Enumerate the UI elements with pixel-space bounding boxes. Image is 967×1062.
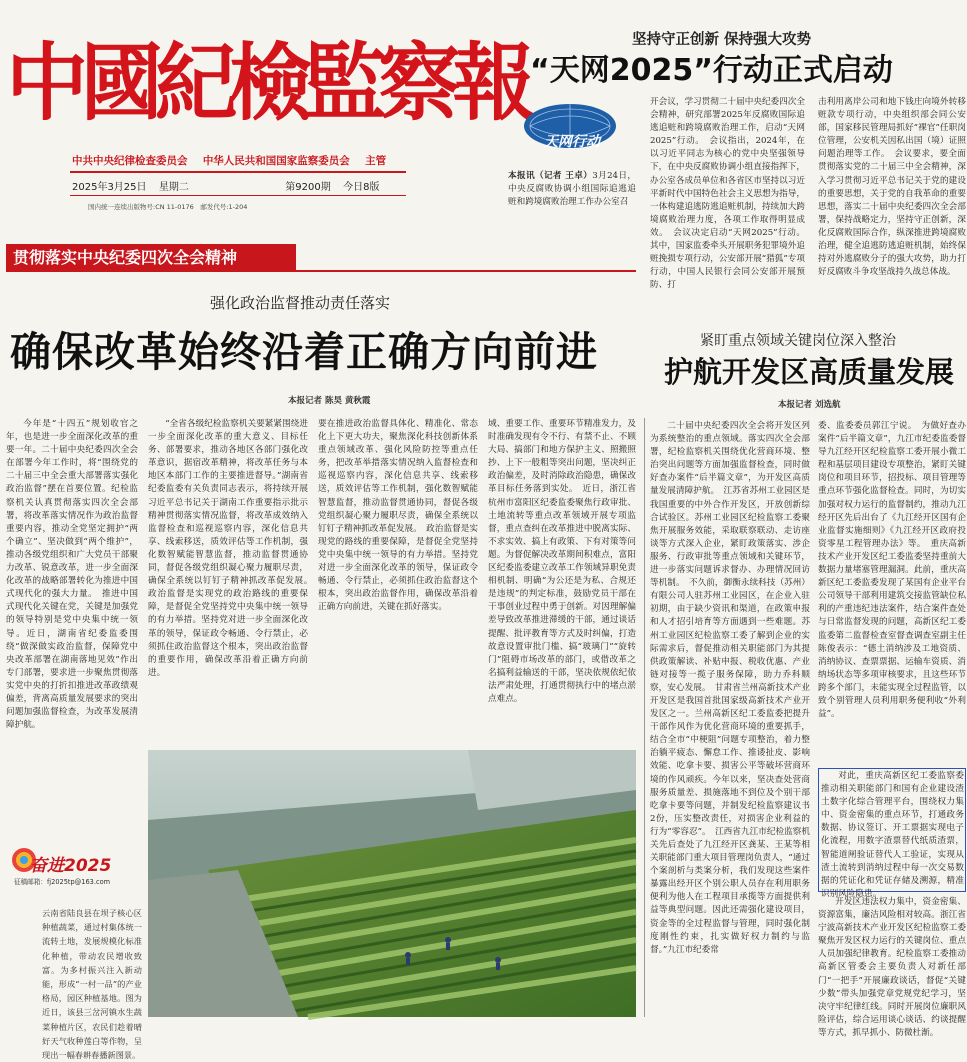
fenjin-email: 征稿邮箱：fj2025tp@163.com: [14, 878, 111, 886]
right-boxed-text: 对此，重庆高新区纪工委监察委推动相关职能部门和国有企业建设渣土数字化综合管理平台，围绕权力集中、资金密集的重点环节，打通政务数据、协议签订、开工票据实现电子化流程，用数字渣票替代纸质渣票，智能道闸验证替代人工验证，实现从渣土流转到消纳过程中每一次交易数据的凭证化和凭证存储及溯源，精准识别风险隐患。: [821, 771, 964, 899]
main-col-4: [488, 418, 636, 748]
top-story-col2: [650, 96, 805, 300]
right-col-2: [818, 420, 966, 766]
issue-number: 第9200期: [285, 182, 331, 193]
fenjin-title: 奋进2025: [30, 856, 112, 876]
right-col-1-text: 二十届中央纪委四次全会将开发区列为系统整治的重点领域。落实四次全会部署，纪检监察机关围绕优化营商环境、整治突出问题等方面加强监督检查，同时做好查办案件“后半篇文章”，为开发区高质量发展清障护航。 江苏省苏州工业园区是我国重要的中外合作开发区，开放创新综合试验区。苏州工业园区纪检监察工委聚焦开展服务效能，采取联察联动、走访座谈等方式深入企业，紧盯政策落实、涉企服务、行政审批等重点领域和关键环节，进一步落实问题诉求督办、办理情况回访等机制。 不久前，御衡永续科技（苏州）有限公司人驻苏州工业园区，在企业入驻初期，由于缺少资讯和渠道，在政策申报和人才招引培育等方面遇到一些难题。苏州工业园区纪检监察工委了解到企业的实际需求后，督促推动相关职能部门为其提供政策解读、补贴申报、税收优惠、产业链对接等一揽子服务保障，助力乔科顺察，安心发展。 甘肃省兰州高新技术产业开发区是我国首批国家级高新技术产业开发区之一。兰州高新区纪工委监委把提升干部作风作为优化营商环境的重要抓手，结合全市“中梗阻”问题专项整治，着力整治躺平疲态、懈怠工作、推诿扯皮、影响效能、吃拿卡要、损害公平等破坏营商环境的作风顽疾。今年以来，坚决查处营商服务质量差、损施落地不到位及个别干部吃拿卡要等问题，并制发纪检监察建议书2份，压实整改责任，对损害企业利益的行为“零容忍”。 江西省九江市纪检监察机关先后查处了九江经开区龚某、王某等相关职能部门重大项目管理岗负责人，“通过个案剖析与类案分析，我们发现这些案件暴露出经开区个别公职人员存在利用职务便利为他人在工程项目承揽等方面提供利益等典型问题。因此还需强化建设项目，资金等的全过程监督与管理，同时强化制度刚性约束，扎实做好权力制约与监督。”九江市纪委常: [650, 421, 810, 955]
right-kicker: 紧盯重点领域关键岗位深入整治: [700, 333, 896, 349]
masthead-rule: [70, 171, 406, 173]
masthead-logo: 中國紀檢監察報: [6, 33, 528, 132]
right-headline: 护航开发区高质量发展: [664, 355, 955, 389]
right-byline: 本报记者 刘选航: [778, 400, 841, 410]
main-col-1: [6, 418, 138, 748]
right-col-2b: [818, 896, 966, 1038]
top-story-lead-text: 3月24日，中央反腐败协调小组国际追逃追赃和跨境腐败治理工作办公室召: [508, 171, 636, 208]
masthead-sponsors: [72, 153, 386, 168]
sponsor-2: 中华人民共和国国家监察委员会: [202, 155, 350, 167]
tianwang-logo-text: 天网行动: [544, 134, 600, 150]
right-col-1: [650, 420, 810, 1017]
top-story-col3-text: 击利用离岸公司和地下钱庄向境外转移赃款专项行动，中央组织部会同公安部，国家移民管理局抓好“裸官”任职岗位管理，公安机关因私出国（境）证照问题治理等工作。 会议要求，要全面贯彻落实党的二十届三中全会精神，深入学习贯彻习近平总书记关于党的建设的重要思想，关于党的自我革命的重要思想，落实二十届中央纪委四次全会部署，保持战略定力，坚持守正创新，深化反腐败国际合作，纵深推进跨境腐败治理，健全追逃防逃追赃机制，始终保持对外逃腐败分子的强大攻势，助力打好反腐败斗争攻坚战持久战总体战。: [818, 97, 966, 278]
main-col-2-text: “全省各级纪检监察机关要紧紧围绕进一步全面深化改革的重大意义、目标任务、部署要求，推动各地区各部门强化改革意识，据宿改革精神，将改革任务与本地区本部门工作的主要推进督导。”湖南省纪委监委有关负责同志表示，将持续开展习近平总书记关于湖南工作重要指示批示精神贯彻落实情况监督，将改革成效纳入监督检查和巡视巡察内容，深化信息共享、线索移送，质效评估等工作机制，强化数智赋能智慧监督，推动监督贯通协同，督促各级党组织凝心聚力履职尽责，确保全系统以钉钉子精神抓改革促发展。 政治监督是实现党的政治路线的重要保障，是督促全党坚持党中央集中统一领导的有力举措。坚持党对进一步全面深化改革的领导，保证政令畅通、令行禁止，必须抓住政治监督这个根本，突出政治监督的重要作用，确保改革沿着正确方向前进。: [148, 419, 317, 678]
main-byline: 本报记者 陈昊 黄秋霞: [288, 396, 371, 406]
top-headline: “天网2025”行动正式启动: [530, 53, 893, 88]
main-subhead: 强化政治监督推动责任落实: [210, 294, 391, 312]
top-story-col2-text: 开会议，学习贯彻二十届中央纪委四次全会精神，研究部署2025年反腐败国际追逃追赃和跨境腐败治理工作，启动“天网2025”行动。 会议指出，2024年，在以习近平同志为核心的党中央坚强领导下，在中央反腐败协调小组直接指挥下，办公室各成员单位和各省区市坚持以习近平新时代中国特色社会主义思想为指导，一体构建追逃防逃追赃机制，持续加大跨境腐败治理力度，各项工作取得明显成效。 会议决定启动“天网2025”行动。其中，国家监委牵头开展职务犯罪境外追赃挽损专项行动，公安部开展“猎狐”专项行动，中国人民银行会同公安部开展预防、打: [650, 97, 805, 291]
issue-weekday: 星期二: [158, 182, 189, 193]
masthead-rule-2: [70, 195, 406, 196]
right-col-2b-text: 开发区违法权力集中，资金密集、资源富集，廉洁风险相对较高。浙江省宁波高新技术产业开发区纪检监察工委聚焦开发区权力运行的关键岗位、重点人员加强纪律教育。纪检监察工委推动高新区管委会主要负责人对新任部门“一把手”开展廉政谈话，督促“关键少数”带头加强党章党规党纪学习，坚决守牢纪律红线。同时开展岗位廉职风险评估，综合运用谈心谈话、约谈提醒等方式，抓早抓小、防微杜渐。: [818, 897, 966, 1038]
banner-rule: [296, 270, 636, 272]
main-col-3: [318, 418, 478, 748]
sponsor-3: 主管: [365, 155, 387, 167]
top-kicker: 坚持守正创新 保持强大攻势: [632, 32, 812, 48]
top-story-byline: 本报讯（记者 王卓）: [508, 171, 593, 181]
main-col-2: [148, 418, 317, 748]
publication-codes: 国内统一连续出版物号:CN 11-0176 邮发代号:1-204: [88, 203, 248, 211]
main-headline: 确保改革始终沿着正确方向前进: [10, 328, 598, 376]
main-col-1-text: 今年是“十四五”规划收官之年，也是进一步全面深化改革的重要一年。二十届中央纪委四次全会在部署今年工作时，将“围绕党的二十届三中全会重大部署落实强化政治监督”摆在首要位置。纪检监察机关认真贯彻落实四次全会部署，将改革落实情况作为政治监督重要内容，推动全党坚定拥护“两个确立”、坚决做到“两个维护”，推动各级党组织和广大党员干部聚力改革、锐意改革，进一步全面深化改革的战略部署转化为推进中国式现代化的强大力量。 推进中国式现代化关键在党，关键是加强党的领导特别是党中央集中统一领导。近日，湖南省纪委监委围绕“做深做实政治监督，保障党中央改革部署在湖南落地见效”作出专门部署，要求进一步聚焦贯彻落实党中央的打折扣推进改革政绩观偏差，背离高质量发展要求的突出问题加强监督检查，为改革发展清障护航。: [6, 419, 138, 731]
column-divider: [644, 418, 645, 1017]
date-line: [72, 178, 380, 193]
top-story-lead: [508, 170, 636, 238]
top-story-col3: [818, 96, 966, 300]
issue-date: 2025年3月25日: [72, 182, 147, 193]
photo-caption: 云南省陆良县在坝子核心区种植蔬菜，通过村集体统一流转土地，发展规模化标准化种植，带动农民增收致富。为多村振兴注入新动能，形成“一村一品”的产业格局，园区种植基地。图为近日，该县三岔河镇水生蔬菜种植片区，农民们趁着晴好天气收种莲白等作物，呈现出一幅春耕春播新图景。: [42, 908, 142, 1061]
section-banner: 贯彻落实中央纪委四次全会精神: [6, 244, 296, 272]
right-col-2-boxed: [821, 770, 964, 899]
issue-pages: 今日8版: [343, 182, 380, 193]
right-col-2-text: 委、监委委员郭江宁说。 为做好查办案件“后半篇文章”，九江市纪委监委督导九江经开区纪检监察工委开展小微工程和基层项目建设专项整治，紧盯关键岗位和项目环节，招投标、项目管理等重点环节强化监督检查。同时，为切实加强对权力运行的监督制约，推动九江经开区先后出台了《九江经开区国有企业监督实施细则》《九江经开区政府投资零星工程管理办法》等。 重庆高新技术产业开发区纪工委监委坚持重前大数据力量堵塞管理漏洞。此前，重庆高新区纪工委监委发现了某国有企业平台公司领导干部利用建筑交接监管缺位私利的产重违纪违法案件，结合案件查处与日常监督发现的问题，高新区纪工委监委第二监督检查室督查调查室副主任陈俊表示：“德土消纳涉及工地资质、消纳协议、查票票据、运输车资质、消纳场状态等多项审核要求，且这些环节跨多个部门，未能实现全过程监管，以致个别管理人员利用职务便利收“外利益”。: [818, 421, 966, 720]
farm-field-photo: [148, 750, 636, 1017]
main-col-3-text: 要在推进政治监督具体化、精准化、常态化上下更大功夫，聚焦深化科技创新体系重点领域改革、强化风险防控等重点任务，把改革举措落实情况纳入监督检查和巡视巡察内容，深化信息共享、线索移送，质效评估等工作机制，强化数智赋能智慧监督，推动监督贯通协同，督促各级党组织凝心聚力履职尽责，确保全系统以钉钉子精神抓改革促发展。 政治监督是实现党的路线的重要保障，是督促全党坚持党中央集中统一领导的有力举措。坚持党对进一步全面深化改革的领导，保证政令畅通、令行禁止，必须抓住政治监督这个根本，突出政治监督作用，确保改革沿着正确方向前进，关键在抓好落实。: [318, 419, 478, 613]
main-col-4-text: 域、重要工作、重要环节精准发力，及时准确发现有令不行、有禁不止、不顾大局、搞部门和地方保护主义、照搬照抄、上下一般粗等突出问题，坚决纠正政治偏差，及时消除政治隐患，确保改革目标任务落到实处。 近日，浙江省杭州市富阳区纪委监委聚焦行政审批、土地流转等重点改革领域开展专项监督，重点查纠在改革推进中脱离实际、不求实效、搞上有政策、下有对策等问题。为督促解决改革期间积难点，富阳区纪委监委建立改革工作领域异职免责相机制、明确“为公还是为私、合规还是违规”的判定标准，鼓励党员干部在干事创业过程中勇于创新。对因理解偏差导致改革推进滞缓的干部，通过谈话提醒、批评教育等方式及时纠偏，打造故意设置审批门槛、搞“玻璃门”“旋转门”阻碍市场改革的部门，或借改革之名搞利益输送的干部，坚决依规依纪依法严肃处理，打通贯彻执行中的堵点淤点难点。: [488, 419, 636, 704]
sponsor-1: 中共中央纪律检查委员会: [72, 155, 188, 167]
